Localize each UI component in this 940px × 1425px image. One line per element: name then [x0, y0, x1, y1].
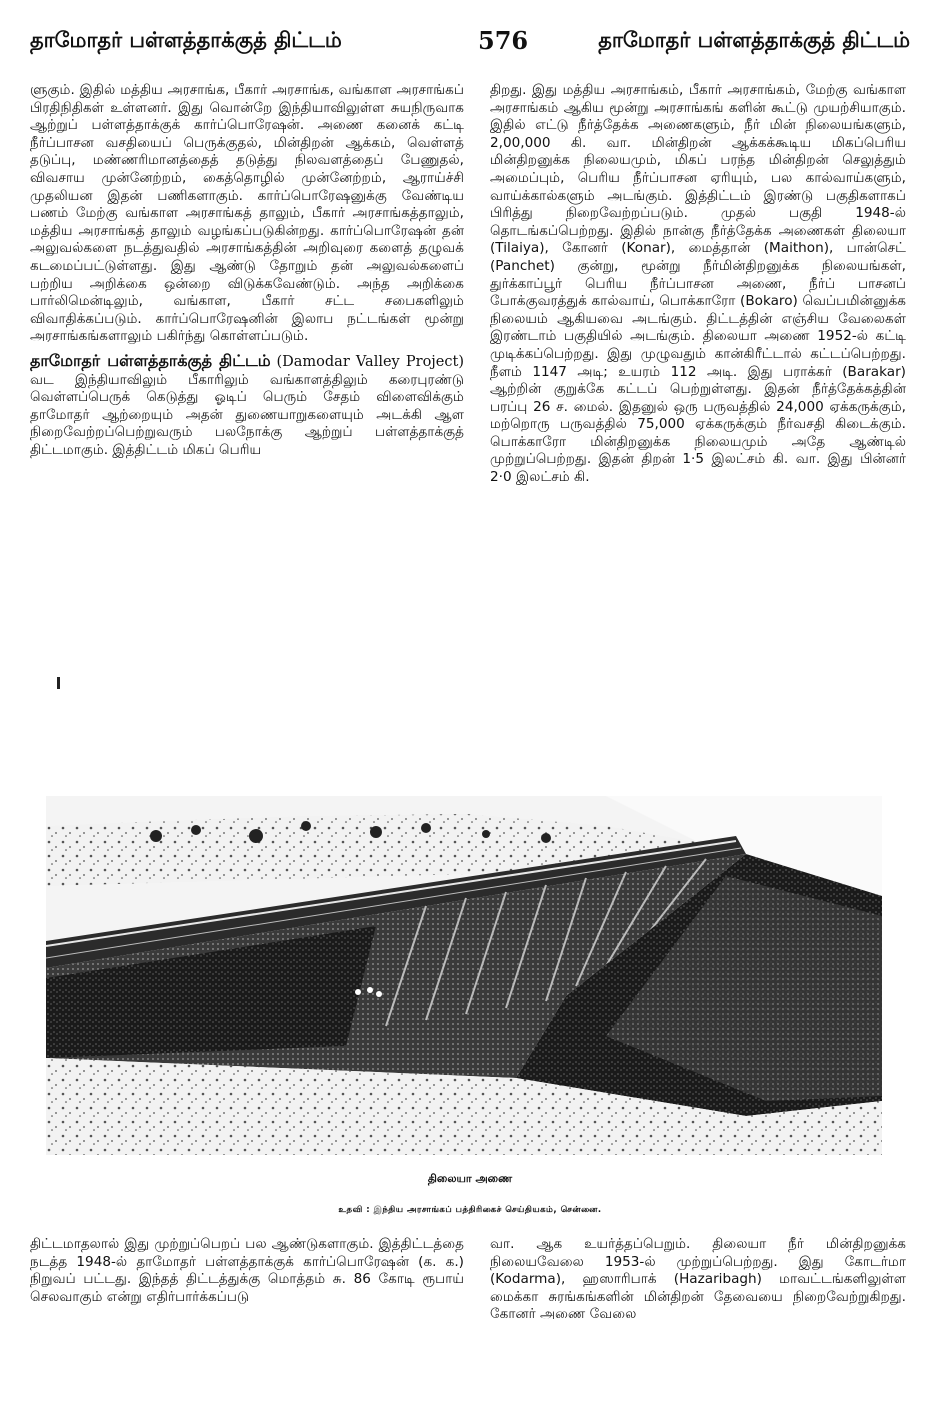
- page-header: [30, 28, 910, 68]
- section-body: வட இந்தியாவிலும் பீகாரிலும் வங்காளத்திலும் கரைபுரண்டு வெள்ளப்பெருக் கெடுத்து ஓடிப் பெரும் சேதம் விளைவிக்கும் தாமோதர் ஆற்றையும் அதன் துணையாறுகளையும் அடக்கி ஆள நிறைவேற்றப்பெற்றுவரும் பலநோக்கு ஆற்றுப் பள்ளத்தாக்குத் திட்டமாகும். இத்திட்டம் மிகப் பெரிய: [30, 371, 464, 458]
- photo-caption: திலையா அணை: [427, 1172, 513, 1185]
- left-column-top: [30, 82, 464, 459]
- page-number: 576: [478, 26, 529, 55]
- section-heading-english: (Damodar Valley Project): [276, 353, 464, 370]
- paragraph: திட்டமாதலால் இது முற்றுப்பெறப் பல ஆண்டுகளாகும். இத்திட்டத்தை நடத்த 1948-ல் தாமோதர் பள்ளத்தாக்குக் கார்ப்பொரேஷன் (க. க.) நிறுவப் பட்டது. இந்தத் திட்டத்துக்கு மொத்தம் சு. 86 கோடி ரூபாய் செலவாகும் என்று எதிர்பார்க்கப்படு: [30, 1236, 464, 1305]
- dam-photo: [46, 796, 882, 1155]
- running-title-right: தாமோதர் பள்ளத்தாக்குத் திட்டம்: [598, 28, 910, 52]
- left-column-bottom: [30, 1236, 464, 1306]
- paragraph: வா. ஆக உயர்த்தப்பெறும். திலையா நீர் மின்திறனுக்க நிலையவேலை 1953-ல் முற்றுப்பெற்றது. இது கோடர்மா (Kodarma), ஹஸாரிபாக் (Hazaribagh) மாவட்டங்களிலுள்ள மைக்கா சுரங்கங்களின் மின்திறன் தேவையை நிறைவேற்றுகிறது. கோனர் அணை வேலை: [490, 1236, 906, 1323]
- section-heading: தாமோதர் பள்ளத்தாக்குத் திட்டம்: [30, 350, 271, 370]
- margin-mark: [57, 677, 60, 689]
- right-column-bottom: [490, 1236, 906, 1324]
- paragraph: ளுகும். இதில் மத்திய அரசாங்க, பீகார் அரசாங்க, வங்காள அரசாங்கப் பிரதிநிதிகள் உள்ளனர். இது வொன்றே இந்தியாவிலுள்ள சுயநிருவாக ஆற்றுப் பள்ளத்தாக்குக் கார்ப்பொரேஷன். அணை கனைக் கட்டி நீர்ப்பாசன வசதியைப் பெருக்குதல், மின்திறன் ஆக்கம், வெள்ளத் தடுப்பு, மண்ணரிமானத்தைத் தடுத்து நிலவளத்தைப் பேணுதல், விவசாய முன்னேற்றம், கைத்தொழில் முன்னேற்றம், ஆராய்ச்சி முதலியன இதன் பணிகளாகும். கார்ப்பொரேஷனுக்கு வேண்டிய பணம் மேற்கு வங்காள அரசாங்கத் தாலும், பீகார் அரசாங்கத்தாலும், மத்திய அரசாங்கத் தாலும் வழங்கப்படுகின்றது. கார்ப்பொரேஷன் தன் அலுவல்களை நடத்துவதில் அரசாங்கத்தின் அறிவுரை களைத் தழுவக் கடமைப்பட்டுள்ளது. இது ஆண்டு தோறும் தன் அலுவல்களைப் பற்றிய அறிக்கை ஒன்றை விடுக்கவேண்டும். அந்த அறிக்கை பார்லிமென்டிலும், வங்காள, பீகார் சட்ட சபைகளிலும் விவாதிக்கப்படும். கார்ப்பொரேஷனின் இலாப நட்டங்கள் மூன்று அரசாங்கங்களாலும் பகிர்ந்து கொள்ளப்படும்.: [30, 82, 464, 345]
- section-paragraph: [30, 352, 464, 460]
- right-column-top: [490, 82, 906, 487]
- running-title-left: தாமோதர் பள்ளத்தாக்குத் திட்டம்: [30, 28, 342, 52]
- photo-credit: உதவி : இந்திய அரசாங்கப் பத்திரிகைச் செய்தியகம், சென்னை.: [338, 1205, 602, 1215]
- paragraph: திறது. இது மத்திய அரசாங்கம், பீகார் அரசாங்கம், மேற்கு வங்காள அரசாங்கம் ஆகிய மூன்று அரசாங்கங் களின் கூட்டு முயற்சியாகும். இதில் எட்டு நீர்த்தேக்க அணைகளும், நீர் மின் நிலையங்களும், 2,00,000 கி. வா. மின்திறன் ஆக்கக்கூடிய மிகப்பெரிய மின்திறனுக்க நிலையமும், மிகப் பரந்த மின்திறன் செலுத்தும் அமைப்பும், பெரிய நீர்ப்பாசன ஏரியும், பல கால்வாய்களும், வாய்க்கால்களும் அடங்கும். இத்திட்டம் இரண்டு பகுதிகளாகப் பிரித்து நிறைவேற்றப்படும். முதல் பகுதி 1948-ல் தொடங்கப்பெற்றது. இதில் நான்கு நீர்த்தேக்க அணைகள் திலையா (Tilaiya), கோனர் (Konar), மைத்தான் (Maithon), பான்செட் (Panchet) குன்று, மூன்று நீர்மின்திறனுக்க நிலையங்கள், துர்க்காப்பூர் பெரிய நீர்ப்பாசன அணை, நீர்ப் பாசனப் போக்குவரத்துக் கால்வாய், பொக்காரோ (Bokaro) வெப்பமின்னுக்க நிலையம் ஆகியவை அடங்கும். திட்டத்தின் எஞ்சிய வேலைகள் இரண்டாம் பகுதியில் அடங்கும். திலையா அணை 1952-ல் கட்டி முடிக்கப்பெற்றது. இது முழுவதும் கான்கிரீட்டால் கட்டப்பெற்றது. நீளம் 1147 அடி; உயரம் 112 அடி. இது பராக்கர் (Barakar) ஆற்றின் குறுக்கே கட்டப் பெற்றுள்ளது. இதன் நீர்த்தேக்கத்தின் பரப்பு 26 ச. மைல். இதனுல் ஒரு பருவத்தில் 24,000 ஏக்கருக்கும், மற்றொரு பருவத்தில் 75,000 ஏக்கருக்கும் நீர்வசதி கிடைக்கும். பொக்காரோ மின்திறனுக்க நிலையமும் அதே ஆண்டில் முற்றுப்பெற்றது. இதன் திறன் 1·5 இலட்சம் கி. வா. இது பின்னர் 2·0 இலட்சம் கி.: [490, 82, 906, 486]
